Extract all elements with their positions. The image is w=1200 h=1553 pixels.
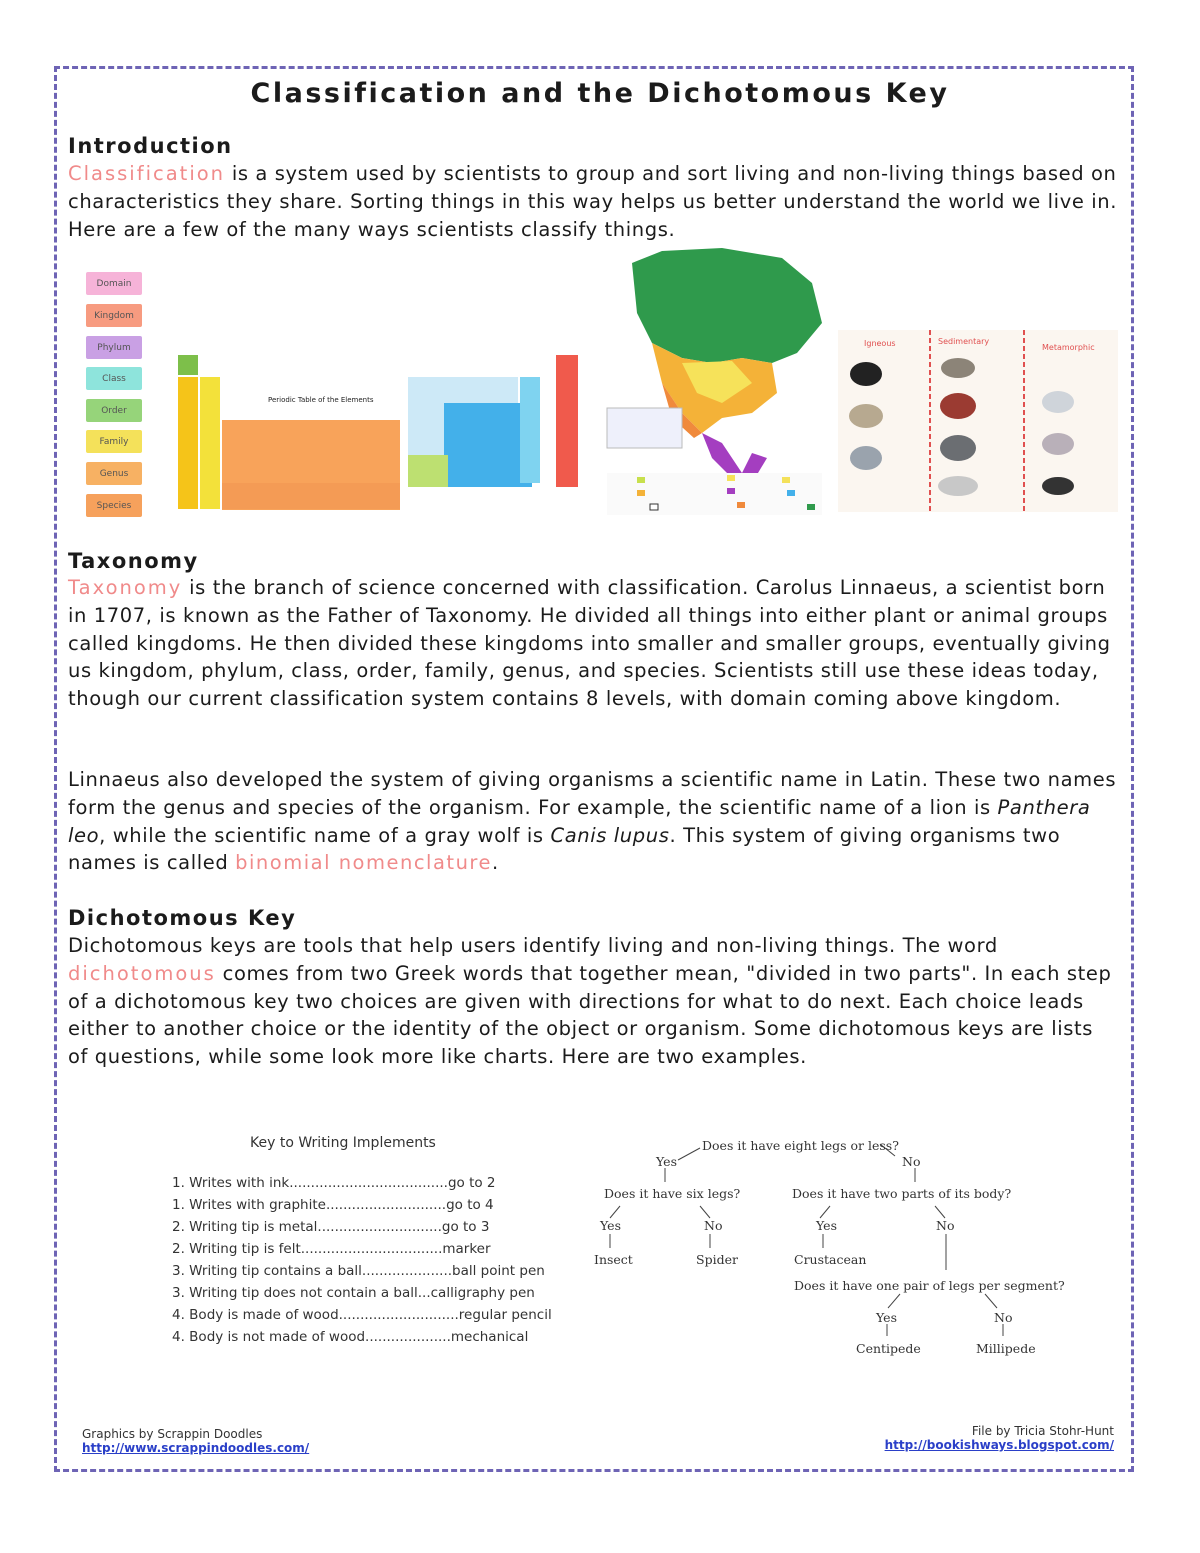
intro-heading: Introduction — [68, 134, 233, 158]
key-list-item: 3. Writing tip contains a ball.....................ball point pen — [172, 1263, 545, 1279]
periodic-table-title: Periodic Table of the Elements — [268, 396, 374, 404]
ladder-level: Phylum — [86, 336, 142, 359]
key-list-item: 4. Body is made of wood............................regular pencil — [172, 1307, 552, 1323]
dichotomous-term: dichotomous — [68, 961, 216, 985]
rock-types-image — [838, 330, 1118, 512]
key-list-item: 2. Writing tip is felt.................................marker — [172, 1241, 491, 1257]
chart-question-3: Does it have two parts of its body? — [792, 1186, 1012, 1201]
taxonomy-paragraph-1 — [68, 574, 1118, 713]
rock-type-label: Sedimentary — [938, 337, 990, 346]
chart-answer-no: No — [994, 1310, 1013, 1325]
dichotomous-paragraph — [68, 932, 1118, 1071]
ladder-level: Domain — [86, 272, 142, 295]
taxonomy-p2-b: , while the scientific name of a gray wolf is — [99, 823, 551, 847]
taxonomy-p1-text: is the branch of science concerned with classification. Carolus Linnaeus, a scientist born in 1707, is known as the Father of Taxonomy. He divided all things into either plant or animal groups called kingdoms. He then divided these kingdoms into smaller and smaller groups, eventually giving us kingdom, phylum, class, order, family, genus, and species. Scientists still use these ideas today, though our current classification system contains 8 levels, with domain coming above kingdom. — [68, 576, 1111, 711]
ladder-level: Kingdom — [86, 304, 142, 327]
chart-answer-yes: Yes — [816, 1218, 837, 1233]
taxonomy-term: Taxonomy — [68, 576, 183, 599]
wolf-scientific-name: Canis lupus — [550, 823, 670, 847]
chart-question-1: Does it have eight legs or less? — [702, 1138, 899, 1153]
chart-result-insect: Insect — [594, 1252, 633, 1267]
taxonomy-paragraph-2 — [68, 766, 1118, 877]
chart-result-crustacean: Crustacean — [794, 1252, 867, 1267]
chart-answer-yes: Yes — [656, 1154, 677, 1169]
binomial-nomenclature-term: binomial nomenclature — [235, 851, 493, 875]
key-list-item: 3. Writing tip does not contain a ball...calligraphy pen — [172, 1285, 535, 1301]
lion-scientific-name: Panthera leo — [68, 795, 1091, 847]
chart-question-4: Does it have one pair of legs per segment? — [794, 1278, 1065, 1293]
ladder-level: Genus — [86, 462, 142, 485]
footer-right — [885, 1424, 1114, 1452]
chart-result-spider: Spider — [696, 1252, 738, 1267]
chart-answer-yes: Yes — [600, 1218, 621, 1233]
intro-text: is a system used by scientists to group and sort living and non-living things based on characteristics they share. Sorting things in this way helps us better understand the world we live in. Here are a few of the many ways scientists classify things. — [68, 162, 1118, 241]
page-title: Classification and the Dichotomous Key — [250, 78, 950, 109]
key-list-title: Key to Writing Implements — [250, 1135, 436, 1151]
dichotomous-p-b: comes from two Greek words that together mean, "divided in two parts". In each step of a dichotomous key two choices are given with directions for what to do next. Each choice leads either to another choice or the identity of the object or organism. Some dichotomous keys are lists of questions, while some look more like charts. Here are two examples. — [68, 961, 1112, 1069]
periodic-table-image — [178, 355, 580, 515]
chart-answer-no: No — [936, 1218, 955, 1233]
intro-paragraph — [68, 160, 1118, 243]
chart-answer-yes: Yes — [876, 1310, 897, 1325]
key-list-item: 4. Body is not made of wood....................mechanical — [172, 1329, 529, 1345]
north-america-map-image — [602, 243, 830, 518]
dichotomous-p-a: Dichotomous keys are tools that help users identify living and non-living things. The word — [68, 934, 998, 957]
taxonomy-p2-end: . — [492, 851, 499, 875]
graphics-credit: Graphics by Scrappin Doodles — [82, 1427, 263, 1441]
chart-answer-no: No — [902, 1154, 921, 1169]
key-list-item: 1. Writes with graphite............................go to 4 — [172, 1197, 494, 1213]
file-credit: File by Tricia Stohr-Hunt — [971, 1424, 1114, 1438]
key-list-item: 1. Writes with ink.....................................go to 2 — [172, 1175, 496, 1191]
scrappindoodles-link[interactable]: http://www.scrappindoodles.com/ — [82, 1441, 310, 1455]
chart-answer-no: No — [704, 1218, 723, 1233]
dichotomous-heading: Dichotomous Key — [68, 906, 297, 930]
taxonomy-p2-c: . This system of giving organisms two names is called — [68, 823, 1061, 875]
key-list-item: 2. Writing tip is metal.............................go to 3 — [172, 1219, 490, 1235]
ladder-level: Family — [86, 430, 142, 453]
footer-left — [82, 1427, 309, 1455]
taxonomy-heading: Taxonomy — [68, 549, 199, 573]
intro-term: Classification — [68, 162, 226, 185]
ladder-level: Species — [86, 494, 142, 517]
chart-result-millipede: Millipede — [976, 1341, 1036, 1356]
rock-type-label: Metamorphic — [1042, 343, 1095, 352]
bookishways-link[interactable]: http://bookishways.blogspot.com/ — [884, 1438, 1114, 1452]
taxonomy-p2-a: Linnaeus also developed the system of giving organisms a scientific name in Latin. These two names form the genus and species of the organism. For example, the scientific name of a lion is — [68, 768, 1117, 819]
ladder-level: Class — [86, 367, 142, 390]
chart-result-centipede: Centipede — [856, 1341, 921, 1356]
rock-type-label: Igneous — [864, 339, 896, 348]
chart-question-2: Does it have six legs? — [604, 1186, 741, 1201]
ladder-level: Order — [86, 399, 142, 422]
